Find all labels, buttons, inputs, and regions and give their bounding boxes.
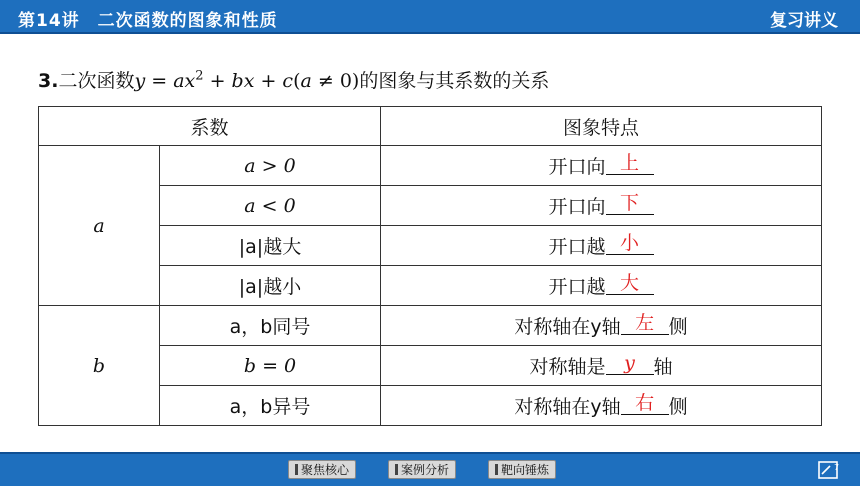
feature-suffix: 侧 <box>668 316 688 338</box>
answer-blank: y <box>606 352 654 375</box>
table-row <box>39 306 822 346</box>
answer-blank: 下 <box>606 192 654 215</box>
formula-bx: bx <box>231 70 255 92</box>
footer-bar <box>0 452 860 486</box>
header-coefficient: 系数 <box>39 107 381 146</box>
answer-blank: 右 <box>621 392 669 415</box>
formula-c: c <box>282 70 294 92</box>
page-number-icon[interactable] <box>818 459 846 481</box>
formula-eq: = <box>145 70 174 92</box>
feature-cell <box>381 226 822 266</box>
feature-text: 对称轴是 <box>529 356 606 378</box>
feature-cell <box>381 386 822 426</box>
feature-text: 开口越 <box>548 236 606 258</box>
formula-neq: ≠ 0) <box>311 70 360 92</box>
header-bar <box>0 0 860 34</box>
nav-target-practice-button[interactable]: 靶向锤炼 <box>488 460 556 479</box>
section-tag: 复习讲义 <box>770 11 838 31</box>
answer-blank: 左 <box>621 312 669 335</box>
condition-cell: b = 0 <box>160 346 381 386</box>
feature-text: 对称轴在y轴 <box>514 316 621 338</box>
condition-cell: a，b同号 <box>160 306 381 346</box>
formula-y: y <box>134 70 146 92</box>
group-b-label: b <box>39 306 160 426</box>
table-row <box>39 146 822 186</box>
feature-cell <box>381 186 822 226</box>
feature-cell <box>381 346 822 386</box>
condition-cell: a，b异号 <box>160 386 381 426</box>
heading-post: 的图象与其系数的关系 <box>359 70 550 92</box>
header-feature: 图象特点 <box>381 107 822 146</box>
heading-pre: 二次函数 <box>58 70 135 92</box>
lecture-title: 第14讲 二次函数的图象和性质 <box>18 11 278 31</box>
feature-cell <box>381 266 822 306</box>
table-header-row <box>39 107 822 146</box>
group-a-label: a <box>39 146 160 306</box>
nav-case-analysis-button[interactable]: 案例分析 <box>388 460 456 479</box>
formula-plus1: + <box>203 70 232 92</box>
coefficient-table <box>38 106 822 426</box>
formula-plus2: + <box>254 70 283 92</box>
heading-number: 3. <box>38 70 59 92</box>
question-heading <box>38 66 549 93</box>
condition-cell: a < 0 <box>160 186 381 226</box>
feature-text: 开口向 <box>548 156 606 178</box>
answer-blank: 上 <box>606 152 654 175</box>
formula-exp: 2 <box>195 68 204 84</box>
feature-text: 开口向 <box>548 196 606 218</box>
condition-cell: |a|越小 <box>160 266 381 306</box>
nav-focus-core-button[interactable]: 聚焦核心 <box>288 460 356 479</box>
condition-cell: |a|越大 <box>160 226 381 266</box>
page-number: 7 <box>834 463 840 472</box>
feature-suffix: 侧 <box>668 396 688 418</box>
feature-text: 开口越 <box>548 276 606 298</box>
formula-ax: ax <box>173 70 196 92</box>
answer-blank: 大 <box>606 272 654 295</box>
formula-a: a <box>300 70 312 92</box>
feature-cell <box>381 146 822 186</box>
feature-text: 对称轴在y轴 <box>514 396 621 418</box>
answer-blank: 小 <box>606 232 654 255</box>
condition-cell: a > 0 <box>160 146 381 186</box>
feature-cell <box>381 306 822 346</box>
feature-suffix: 轴 <box>653 356 673 378</box>
formula-paren: ( <box>293 70 301 92</box>
